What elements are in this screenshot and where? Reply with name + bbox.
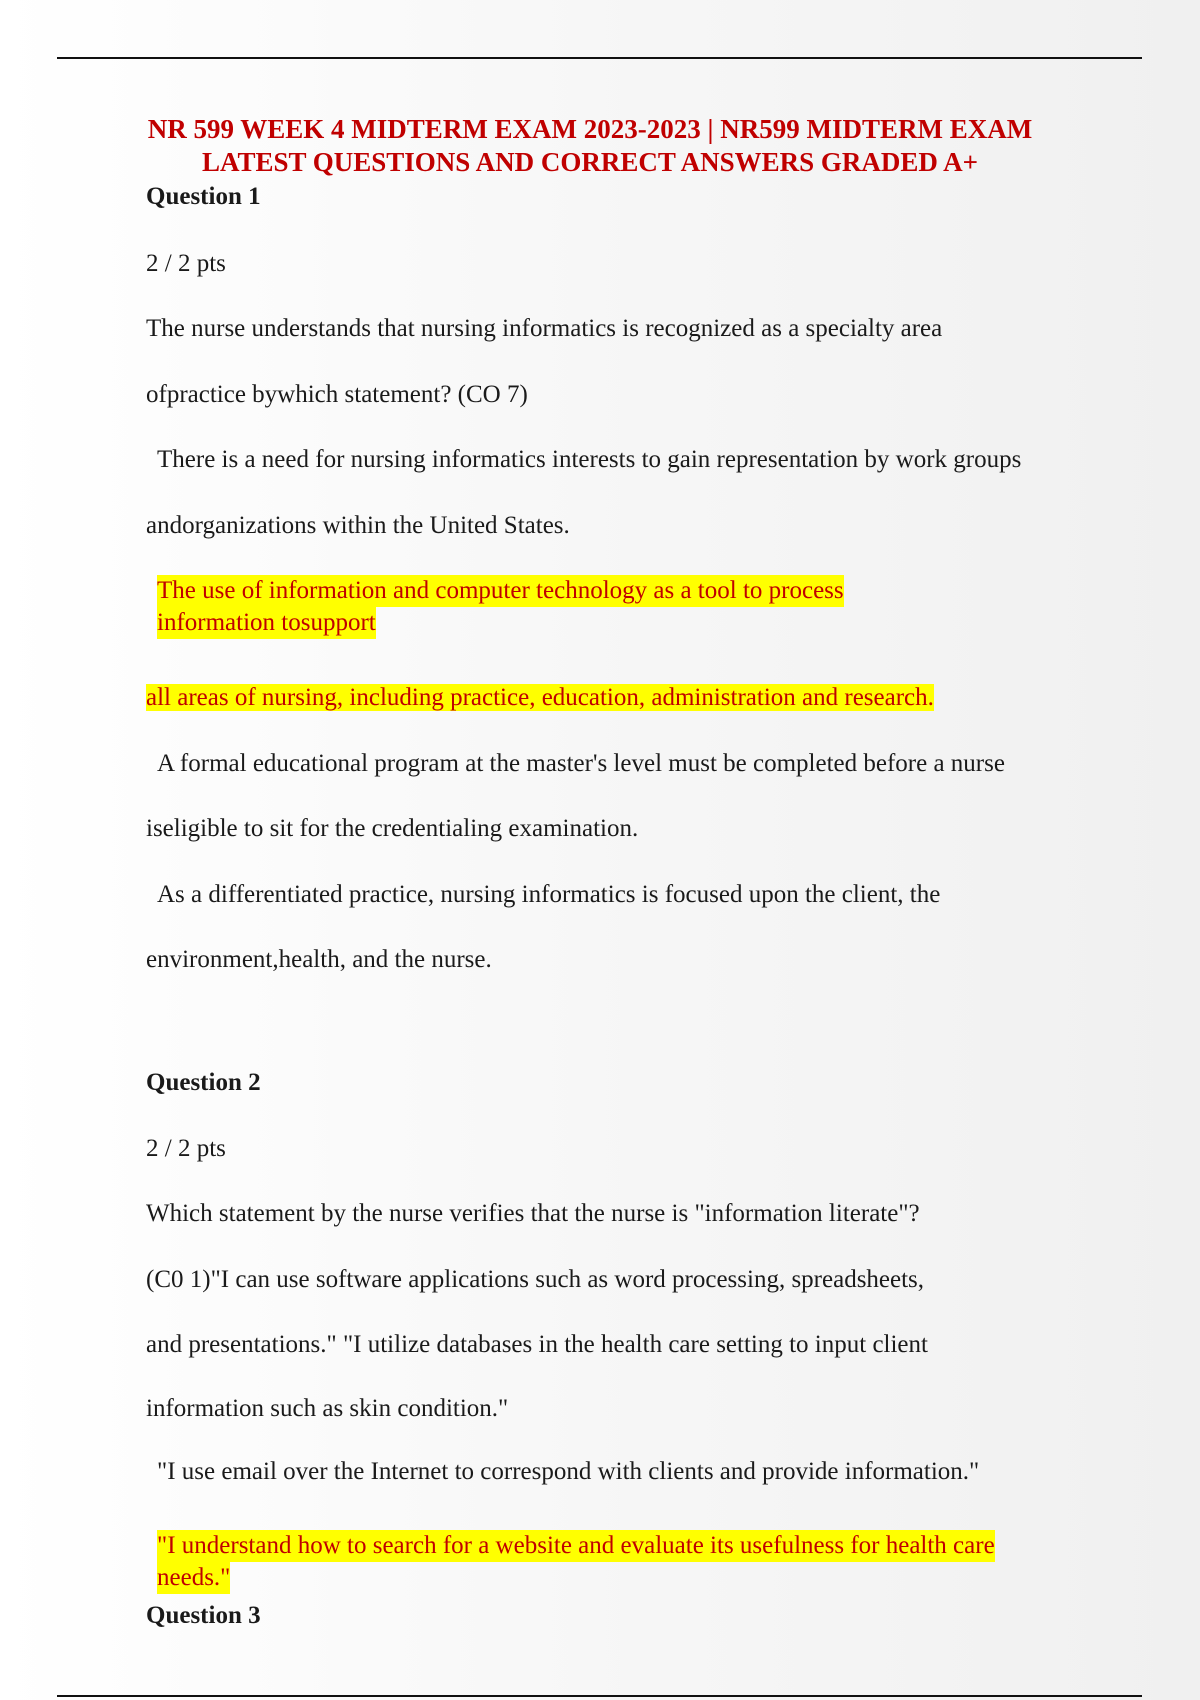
question-1-option-d-line-2: environment,health, and the nurse. — [146, 946, 492, 973]
question-2-stem-line-2: (C0 1)"I can use software applications such as word processing, spreadsheets, — [146, 1266, 925, 1293]
question-2-stem-line-1: Which statement by the nurse verifies that the nurse is "information literate"? — [146, 1200, 920, 1227]
question-1-option-a-line-1: There is a need for nursing informatics interests to gain representation by work groups — [157, 446, 1022, 473]
question-1-option-c-line-1: A formal educational program at the master's level must be completed before a nurse — [157, 750, 1005, 777]
question-1-correct-answer-line-2: information tosupport — [157, 607, 376, 639]
question-1-option-c-line-2: iseligible to sit for the credentialing examination. — [146, 815, 639, 842]
question-2-correct-answer-line-1: "I understand how to search for a website and evaluate its usefulness for health care — [157, 1530, 995, 1562]
document-title — [100, 113, 1080, 179]
question-1-stem-line-1: The nurse understands that nursing informatics is recognized as a specialty area — [146, 315, 943, 342]
question-2-stem-line-3: and presentations." "I utilize databases in the health care setting to input client — [146, 1331, 928, 1358]
question-1-option-a-line-2: andorganizations within the United States. — [146, 512, 570, 539]
question-1-correct-answer-line-3 — [146, 683, 934, 713]
question-2-points: 2 / 2 pts — [146, 1135, 226, 1162]
question-1-stem-line-2: ofpractice bywhich statement? (CO 7) — [146, 381, 528, 408]
question-2-stem-line-4: information such as skin condition." — [146, 1395, 509, 1422]
bottom-rule — [57, 1695, 1142, 1697]
question-3-heading: Question 3 — [146, 1602, 261, 1629]
title-line-2: LATEST QUESTIONS AND CORRECT ANSWERS GRADED A+ — [201, 147, 979, 177]
top-rule — [57, 57, 1142, 59]
question-1-option-d-line-1: As a differentiated practice, nursing informatics is focused upon the client, the — [157, 881, 941, 908]
question-2-heading: Question 2 — [146, 1069, 261, 1096]
question-1-points: 2 / 2 pts — [146, 250, 226, 277]
question-2-option-line-1: "I use email over the Internet to correspond with clients and provide information." — [157, 1458, 980, 1485]
question-2-correct-answer-line-2: needs." — [157, 1562, 230, 1594]
question-1-correct-answer-highlight: all areas of nursing, including practice, education, administration and research. — [146, 684, 934, 711]
title-line-1: NR 599 WEEK 4 MIDTERM EXAM 2023-2023 | NR599 MIDTERM EXAM — [147, 114, 1033, 144]
question-1-correct-answer-line-1: The use of information and computer technology as a tool to process — [157, 575, 844, 607]
question-1-heading: Question 1 — [146, 183, 261, 210]
